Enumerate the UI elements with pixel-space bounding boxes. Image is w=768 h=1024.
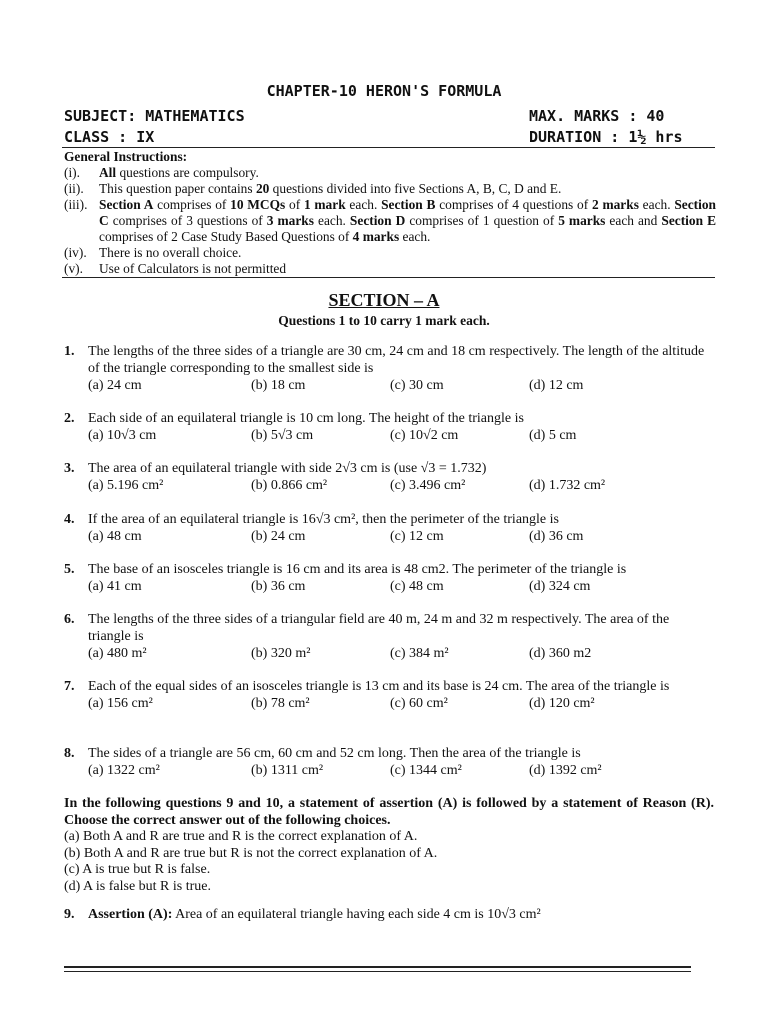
question-number: 7. bbox=[64, 679, 75, 694]
instruction-emphasis: Section C bbox=[99, 197, 716, 228]
option-a: (a) 48 cm bbox=[88, 529, 142, 544]
instruction-item bbox=[64, 245, 716, 261]
answer-options bbox=[88, 695, 714, 712]
option-d: (d) 1.732 cm² bbox=[529, 478, 606, 493]
footer-rule-thick bbox=[64, 966, 691, 968]
instruction-fragment: each and bbox=[605, 213, 662, 228]
answer-options bbox=[88, 578, 714, 595]
header-rule bbox=[62, 147, 715, 148]
instruction-emphasis: 10 MCQs bbox=[230, 197, 286, 212]
chapter-title: CHAPTER-10 HERON'S FORMULA bbox=[266, 82, 502, 100]
assertion-choice: (b) Both A and R are true but R is not the correct explanation of A. bbox=[64, 845, 438, 861]
question-2 bbox=[64, 410, 714, 444]
footer-rule-thin bbox=[64, 971, 691, 972]
option-d: (d) 1392 cm² bbox=[529, 763, 602, 778]
instruction-emphasis: 1 mark bbox=[303, 197, 346, 212]
option-c: (c) 48 cm bbox=[390, 579, 444, 594]
option-d: (d) 324 cm bbox=[529, 579, 591, 594]
instruction-number: (v). bbox=[64, 261, 83, 276]
instruction-text bbox=[99, 165, 716, 181]
instruction-emphasis: 20 bbox=[255, 181, 270, 196]
question-5 bbox=[64, 561, 714, 595]
option-b: (b) 5√3 cm bbox=[251, 428, 314, 443]
option-c: (c) 10√2 cm bbox=[390, 428, 459, 443]
question-9 bbox=[64, 906, 714, 923]
option-a: (a) 480 m² bbox=[88, 646, 147, 661]
answer-options bbox=[88, 762, 714, 779]
option-a: (a) 5.196 cm² bbox=[88, 478, 164, 493]
option-a: (a) 24 cm bbox=[88, 378, 142, 393]
instruction-emphasis: 4 marks bbox=[352, 229, 400, 244]
assertion-choices bbox=[64, 829, 714, 895]
question-text: Each side of an equilateral triangle is 10 cm long. The height of the triangle is bbox=[88, 411, 524, 426]
instruction-fragment: Use of Calculators is not permitted bbox=[99, 261, 287, 276]
instruction-emphasis: Section A bbox=[99, 197, 154, 212]
option-a: (a) 10√3 cm bbox=[88, 428, 157, 443]
instruction-fragment: each. bbox=[638, 197, 675, 212]
question-text: The base of an isosceles triangle is 16 cm and its area is 48 cm2. The perimeter of the triangle is bbox=[88, 562, 627, 577]
instruction-fragment: comprises of bbox=[153, 197, 231, 212]
option-b: (b) 18 cm bbox=[251, 378, 306, 393]
answer-options bbox=[88, 528, 714, 545]
section-a-title: SECTION – A bbox=[328, 290, 440, 310]
option-b: (b) 320 m² bbox=[251, 646, 311, 661]
option-c: (c) 12 cm bbox=[390, 529, 444, 544]
class-label: CLASS : IX bbox=[64, 128, 155, 146]
option-b: (b) 0.866 cm² bbox=[251, 478, 328, 493]
answer-options bbox=[88, 645, 714, 662]
option-b: (b) 36 cm bbox=[251, 579, 306, 594]
option-c: (c) 1344 cm² bbox=[390, 763, 462, 778]
question-7 bbox=[64, 678, 714, 712]
assertion-choice: (d) A is false but R is true. bbox=[64, 878, 211, 894]
instruction-emphasis: 3 marks bbox=[266, 213, 314, 228]
answer-options bbox=[88, 477, 714, 494]
instruction-emphasis: 2 marks bbox=[591, 197, 639, 212]
instruction-fragment: of bbox=[285, 197, 304, 212]
assertion-intro: In the following questions 9 and 10, a statement of assertion (A) is followed by a statement of Reason (R). Choose the correct answer out of the following choices. bbox=[64, 796, 714, 828]
instructions-heading: General Instructions: bbox=[64, 149, 188, 164]
question-1 bbox=[64, 343, 714, 394]
section-a-subtitle: Questions 1 to 10 carry 1 mark each. bbox=[278, 313, 490, 328]
question-number: 2. bbox=[64, 411, 75, 426]
question-number: 6. bbox=[64, 612, 75, 627]
option-d: (d) 120 cm² bbox=[529, 696, 595, 711]
answer-options bbox=[88, 427, 714, 444]
assertion-text: Area of an equilateral triangle having each side 4 cm is 10√3 cm² bbox=[172, 907, 541, 922]
instruction-fragment: questions divided into five Sections A, B, C, D and E. bbox=[269, 181, 562, 196]
instruction-item bbox=[64, 197, 716, 245]
instruction-fragment: comprises of 1 question of bbox=[405, 213, 559, 228]
question-number: 9. bbox=[64, 907, 75, 922]
question-text: The area of an equilateral triangle with side 2√3 cm is (use √3 = 1.732) bbox=[88, 461, 487, 476]
question-text: The sides of a triangle are 56 cm, 60 cm and 52 cm long. Then the area of the triangle is bbox=[88, 746, 581, 761]
instruction-fragment: There is no overall choice. bbox=[99, 245, 242, 260]
assertion-choice: (c) A is true but R is false. bbox=[64, 862, 211, 877]
instruction-emphasis: Section D bbox=[349, 213, 406, 228]
option-c: (c) 30 cm bbox=[390, 378, 444, 393]
duration-label: DURATION : 1½ hrs bbox=[529, 128, 683, 146]
option-d: (d) 360 m2 bbox=[529, 646, 592, 661]
question-8 bbox=[64, 745, 714, 779]
assertion-label: Assertion (A): bbox=[88, 907, 173, 922]
instruction-number: (iv). bbox=[64, 245, 87, 260]
instruction-emphasis: 5 marks bbox=[558, 213, 606, 228]
subject-label: SUBJECT: MATHEMATICS bbox=[64, 107, 245, 125]
instruction-fragment: each. bbox=[399, 229, 431, 244]
option-c: (c) 384 m² bbox=[390, 646, 449, 661]
option-d: (d) 12 cm bbox=[529, 378, 584, 393]
question-text: If the area of an equilateral triangle is 16√3 cm², then the perimeter of the triangle is bbox=[88, 512, 559, 527]
assertion-reason-block bbox=[64, 796, 714, 895]
question-number: 5. bbox=[64, 562, 75, 577]
option-b: (b) 24 cm bbox=[251, 529, 306, 544]
instruction-fragment: This question paper contains bbox=[99, 181, 256, 196]
instruction-fragment: comprises of 4 questions of bbox=[435, 197, 592, 212]
question-3 bbox=[64, 460, 714, 494]
option-c: (c) 3.496 cm² bbox=[390, 478, 466, 493]
option-d: (d) 5 cm bbox=[529, 428, 577, 443]
instruction-text bbox=[99, 181, 716, 197]
option-d: (d) 36 cm bbox=[529, 529, 584, 544]
question-4 bbox=[64, 511, 714, 545]
instructions-rule bbox=[62, 277, 715, 278]
question-number: 8. bbox=[64, 746, 75, 761]
question-number: 4. bbox=[64, 512, 75, 527]
question-text: The lengths of the three sides of a triangle are 30 cm, 24 cm and 18 cm respectively. The length of the altitude of the triangle corresponding to the smallest side is bbox=[88, 344, 705, 376]
answer-options bbox=[88, 377, 714, 394]
instruction-number: (i). bbox=[64, 165, 80, 180]
question-number: 3. bbox=[64, 461, 75, 476]
max-marks-label: MAX. MARKS : 40 bbox=[529, 107, 665, 125]
instruction-text bbox=[99, 261, 716, 277]
instruction-item bbox=[64, 181, 716, 197]
instruction-emphasis: All bbox=[99, 165, 117, 180]
question-6 bbox=[64, 611, 714, 662]
instruction-emphasis: Section E bbox=[661, 213, 716, 228]
option-b: (b) 1311 cm² bbox=[251, 763, 324, 778]
instruction-fragment: comprises of 3 questions of bbox=[108, 213, 267, 228]
instruction-emphasis: Section B bbox=[381, 197, 436, 212]
option-a: (a) 1322 cm² bbox=[88, 763, 160, 778]
instruction-number: (ii). bbox=[64, 181, 84, 196]
question-number: 1. bbox=[64, 344, 75, 359]
instruction-fragment: comprises of 2 Case Study Based Questions of bbox=[99, 229, 353, 244]
instruction-number: (iii). bbox=[64, 197, 88, 212]
option-b: (b) 78 cm² bbox=[251, 696, 310, 711]
instructions-list bbox=[64, 165, 716, 277]
instruction-text bbox=[99, 197, 716, 245]
instruction-text bbox=[99, 245, 716, 261]
general-instructions bbox=[64, 149, 716, 277]
instruction-fragment: each. bbox=[313, 213, 350, 228]
option-a: (a) 41 cm bbox=[88, 579, 142, 594]
option-c: (c) 60 cm² bbox=[390, 696, 448, 711]
question-text: The lengths of the three sides of a triangular field are 40 m, 24 m and 32 m respectively. The area of the triangle is bbox=[88, 612, 670, 644]
question-text: Each of the equal sides of an isosceles triangle is 13 cm and its base is 24 cm. The area of the triangle is bbox=[88, 679, 670, 694]
instruction-item bbox=[64, 165, 716, 181]
instruction-fragment: each. bbox=[345, 197, 382, 212]
instruction-fragment: questions are compulsory. bbox=[116, 165, 259, 180]
assertion-choice: (a) Both A and R are true and R is the correct explanation of A. bbox=[64, 829, 418, 844]
instruction-item bbox=[64, 261, 716, 277]
option-a: (a) 156 cm² bbox=[88, 696, 153, 711]
